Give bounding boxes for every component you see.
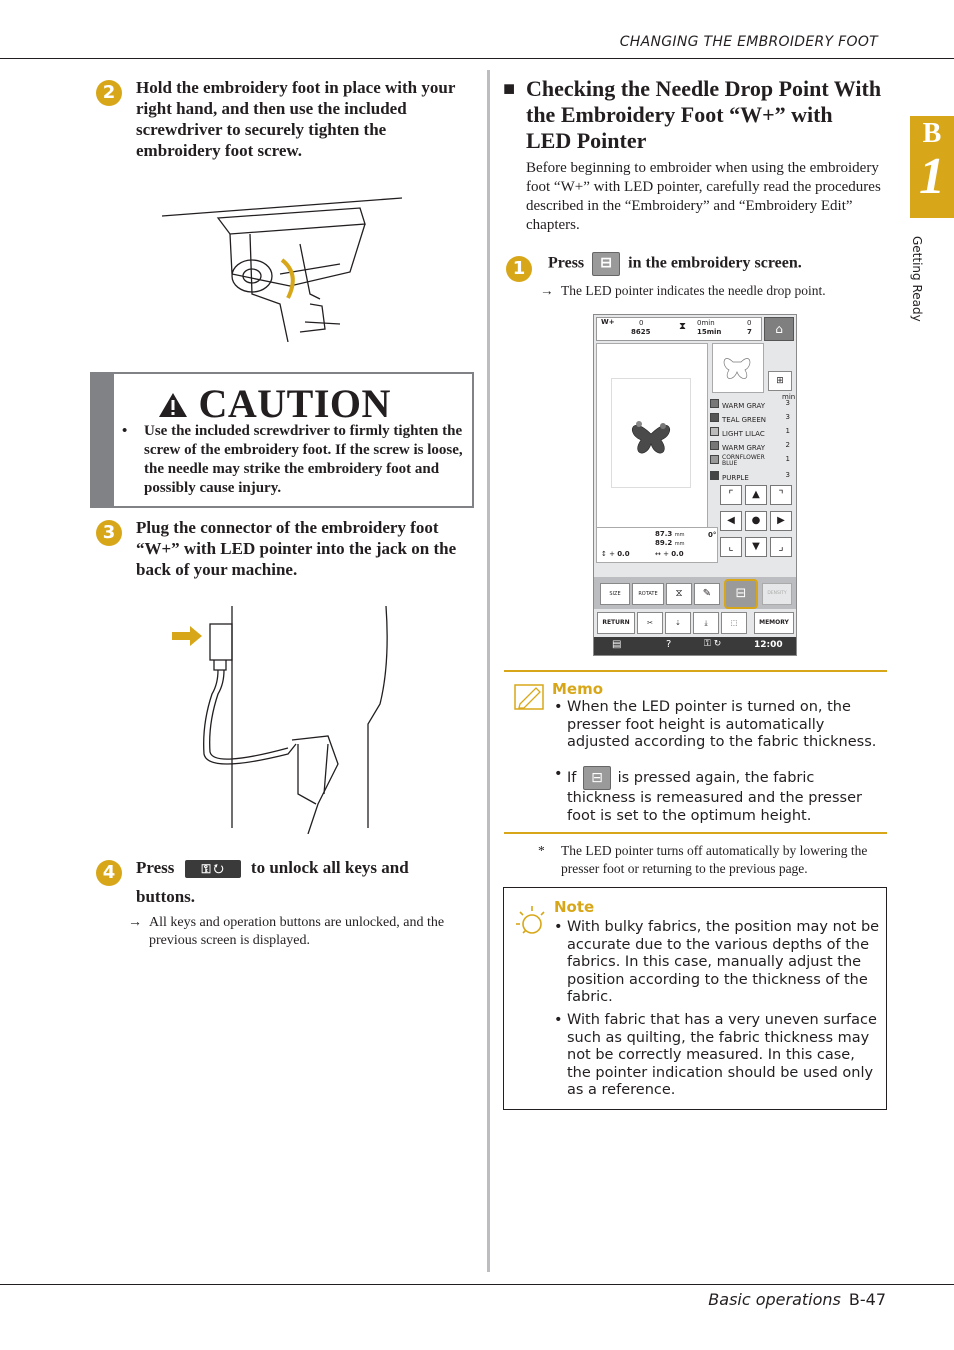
width-unit: mm xyxy=(674,532,685,538)
footer-rule xyxy=(0,1284,954,1285)
thread-min: 3 xyxy=(785,399,790,407)
color-current: 0 xyxy=(747,319,752,327)
time-total: 15min xyxy=(697,328,722,336)
move-down-button[interactable]: ▼ xyxy=(745,537,767,557)
thread-row xyxy=(710,455,792,471)
memo-pencil-icon xyxy=(514,684,544,710)
design-preview xyxy=(596,343,708,535)
step-4-text xyxy=(136,857,476,907)
embroidery-foot-screw-illustration xyxy=(160,194,410,342)
asterisk: * xyxy=(538,843,545,858)
thread-color-list xyxy=(710,399,792,485)
thread-swatch xyxy=(710,413,719,422)
return-button[interactable]: RETURN xyxy=(597,612,635,634)
caution-bullet: • Use the included screwdriver to firmly tighten the screw of the embroidery foot. If the screw is loose, the needle may strike the embroidery foot and possibly cause injury. xyxy=(122,422,466,498)
memo-bullet-2-post: is pressed again, the fabric thickness is remeasured and the presser foot is set to the optimum height. xyxy=(567,770,862,824)
butterfly-design-icon xyxy=(621,404,681,464)
document-icon[interactable]: ▤ xyxy=(612,639,622,650)
connector-jack-illustration xyxy=(168,604,396,834)
step-4-after: to unlock all keys and xyxy=(250,858,409,877)
thread-min: 1 xyxy=(785,455,790,463)
thread-name: LIGHT LILAC xyxy=(722,430,765,438)
clock: 12:00 xyxy=(754,640,783,650)
footnote xyxy=(538,842,886,878)
chapter-letter: B xyxy=(922,118,942,149)
bullet: • xyxy=(554,1012,563,1028)
foot-label: W+ xyxy=(601,318,615,326)
thread-row xyxy=(710,441,792,455)
step-4-result-text: All keys and operation buttons are unlocked, and the previous screen is displayed. xyxy=(149,915,445,948)
step-4-press: Press xyxy=(136,858,175,877)
step-1-result xyxy=(540,282,880,300)
edit-button-row xyxy=(594,577,796,609)
design-size-info xyxy=(596,527,718,563)
arrow-icon: → xyxy=(128,915,142,930)
memory-button[interactable]: MEMORY xyxy=(754,612,794,634)
help-button[interactable]: ? xyxy=(666,639,672,650)
step-4-result xyxy=(128,914,468,950)
thread-name: PURPLE xyxy=(722,474,749,482)
thumbnail-design-icon xyxy=(713,344,763,392)
thread-row xyxy=(710,471,792,485)
section-bullet: ■ xyxy=(503,78,516,100)
stitch-total: 8625 xyxy=(631,328,651,336)
unlock-icon: ⚿ ↻ xyxy=(201,862,224,877)
caution-box xyxy=(90,372,474,508)
memo-bullet-2 xyxy=(554,766,884,825)
frame-icon: ⬚ xyxy=(730,619,738,627)
move-down-right-button[interactable]: ⌟ xyxy=(770,537,792,557)
memo-box xyxy=(504,670,887,834)
density-button[interactable]: DENSITY xyxy=(762,583,792,605)
width-value: 87.3 xyxy=(655,530,673,538)
note-bullet-2 xyxy=(554,1012,880,1100)
stitch-current: 0 xyxy=(639,319,644,327)
led-pointer-icon: ⊟ xyxy=(591,770,603,786)
note-lightbulb-icon xyxy=(514,902,546,936)
section-title-text: Checking the Needle Drop Point With the Embroidery Foot “W+” with LED Pointer xyxy=(526,76,882,153)
hourglass-icon: ⧗ xyxy=(679,321,687,332)
led-pointer-button-image xyxy=(592,252,620,276)
min-column-label: min xyxy=(782,393,796,401)
scissors-icon: ✂ xyxy=(647,619,653,627)
warning-triangle-icon xyxy=(158,391,188,419)
mirror-button[interactable] xyxy=(666,583,692,605)
arrow-icon: → xyxy=(540,283,554,298)
note-bullet-2-text: With fabric that has a very uneven surface such as quilting, the fabric thickness may not be correctly measured. In this case, the pointer indication should be used only as a reference. xyxy=(567,1012,877,1099)
offset-x-value: 0.0 xyxy=(671,550,684,558)
screen-status-bar xyxy=(596,317,762,341)
design-height xyxy=(655,539,684,547)
design-thumbnail xyxy=(712,343,764,393)
height-value: 89.2 xyxy=(655,539,673,547)
center-button[interactable]: ● xyxy=(745,511,767,531)
rotate-button[interactable]: ROTATE xyxy=(632,583,664,605)
move-left-button[interactable]: ◀ xyxy=(720,511,742,531)
move-arrow-pad xyxy=(720,485,792,557)
caution-bullet-text: Use the included screwdriver to firmly tighten the screw of the embroidery foot. If the screw is loose, the needle may strike the embroidery foot and possibly cause injury. xyxy=(144,423,463,496)
height-unit: mm xyxy=(674,541,685,547)
start-point-icon: ⤓ xyxy=(704,619,708,627)
stitch-step-button[interactable] xyxy=(665,612,691,634)
move-up-right-button[interactable]: ⌝ xyxy=(770,485,792,505)
unlock-key-button-image xyxy=(185,860,241,878)
move-up-button[interactable]: ▲ xyxy=(745,485,767,505)
thread-name: WARM GRAY xyxy=(722,402,765,410)
section-title xyxy=(503,76,883,154)
step-3-number: 3 xyxy=(96,520,122,546)
thread-name: CORNFLOWER BLUE xyxy=(722,454,765,467)
led-pointer-button[interactable] xyxy=(724,579,758,609)
trial-button[interactable] xyxy=(721,612,747,634)
column-divider xyxy=(487,70,490,1272)
thread-min: 3 xyxy=(785,413,790,421)
caution-side-bar xyxy=(92,374,114,506)
lock-icon: ⚿ ↻ xyxy=(704,639,722,649)
led-pointer-button-image xyxy=(583,766,611,790)
thread-row xyxy=(710,399,792,413)
memo-label: Memo xyxy=(552,680,604,698)
action-button-row xyxy=(594,609,796,635)
bullet: • xyxy=(554,699,563,715)
needle-icon: ⇣ xyxy=(675,619,681,627)
scissors-button[interactable] xyxy=(637,612,663,634)
step-1-press: Press xyxy=(548,254,585,272)
thread-swatch xyxy=(710,427,719,436)
step-3-text: Plug the connector of the embroidery foot “W+” with LED pointer into the jack on the back of your machine. xyxy=(136,518,457,579)
side-label-text: Getting Ready xyxy=(910,236,924,322)
thread-swatch xyxy=(710,399,719,408)
offset-x: ↔ + 0.0 xyxy=(655,550,684,558)
design-width xyxy=(655,530,684,538)
bullet: • xyxy=(554,766,563,782)
header-rule xyxy=(0,58,954,59)
bullet: • xyxy=(554,919,563,935)
step-2-number: 2 xyxy=(96,80,122,106)
size-button[interactable]: SIZE xyxy=(600,583,630,605)
lock-button[interactable] xyxy=(704,639,721,649)
side-label xyxy=(910,236,938,346)
thread-row xyxy=(710,427,792,441)
step-1-text xyxy=(548,252,878,276)
section-intro: Before beginning to embroider when using the embroidery foot “W+” with LED pointer, carefully read the procedures described in the “Embroidery” and “Embroidery Edit” chapters. xyxy=(526,160,881,233)
led-pointer-icon: ⊟ xyxy=(735,586,747,601)
step-1-result-text: The LED pointer indicates the needle drop point. xyxy=(561,283,826,298)
page-footer xyxy=(708,1290,886,1309)
zoom-button[interactable] xyxy=(768,371,792,391)
home-button[interactable] xyxy=(764,317,794,341)
note-bullet-1 xyxy=(554,919,880,1007)
color-total: 7 xyxy=(747,328,752,336)
thread-min: 3 xyxy=(785,471,790,479)
note-box xyxy=(503,887,887,1110)
step-4-number: 4 xyxy=(96,860,122,886)
pen-icon: ✎ xyxy=(702,588,712,599)
running-header: CHANGING THE EMBROIDERY FOOT xyxy=(619,34,878,50)
time-current: 0min xyxy=(697,319,715,327)
step-1-after: in the embroidery screen. xyxy=(628,254,802,272)
caution-title xyxy=(158,380,391,427)
step-4-line2: buttons. xyxy=(136,887,196,907)
start-point-button[interactable] xyxy=(693,612,719,634)
thread-name: WARM GRAY xyxy=(722,444,765,452)
thread-min: 1 xyxy=(785,427,790,435)
offset-y: ↕ + 0.0 xyxy=(601,550,630,558)
memo-bullet-1 xyxy=(554,699,884,752)
thread-color-button[interactable] xyxy=(694,583,720,605)
chapter-tab xyxy=(910,116,954,218)
chapter-number: 1 xyxy=(919,148,945,205)
note-bullet-1-text: With bulky fabrics, the position may not be accurate due to the various depths of the fabrics. In this case, manually adjust the position according to the thickness of the fabric. xyxy=(567,919,880,1006)
thread-swatch xyxy=(710,455,719,464)
page-number: B-47 xyxy=(848,1290,886,1309)
move-down-left-button[interactable]: ⌞ xyxy=(720,537,742,557)
footnote-text: The LED pointer turns off automatically by lowering the presser foot or returning to the previous page. xyxy=(561,843,868,876)
rotation-angle: 0° xyxy=(708,531,717,539)
embroidery-screen xyxy=(593,314,797,656)
caution-title-text: CAUTION xyxy=(198,381,391,426)
thread-name: TEAL GREEN xyxy=(722,416,766,424)
led-pointer-icon: ⊟ xyxy=(600,256,612,271)
home-icon: ⌂ xyxy=(775,322,783,336)
thread-swatch xyxy=(710,441,719,450)
thread-min: 2 xyxy=(785,441,790,449)
step-2-text: Hold the embroidery foot in place with your right hand, and then use the included screwdriver to securely tighten the embroidery foot screw. xyxy=(136,78,456,160)
step-1-number: 1 xyxy=(506,256,532,282)
memo-bullet-2-pre: If xyxy=(567,770,577,786)
mirror-icon: ⧖ xyxy=(675,588,683,599)
move-right-button[interactable]: ▶ xyxy=(770,511,792,531)
footer-section: Basic operations xyxy=(708,1290,841,1309)
move-up-left-button[interactable]: ⌜ xyxy=(720,485,742,505)
memo-bullet-1-text: When the LED pointer is turned on, the presser foot height is automatically adjusted according to the fabric thickness. xyxy=(567,699,877,751)
screen-bottom-bar xyxy=(594,637,796,655)
thread-row xyxy=(710,413,792,427)
thread-swatch xyxy=(710,471,719,480)
offset-y-value: 0.0 xyxy=(617,550,630,558)
note-label: Note xyxy=(554,898,595,916)
zoom-icon: ⊞ xyxy=(776,376,784,386)
